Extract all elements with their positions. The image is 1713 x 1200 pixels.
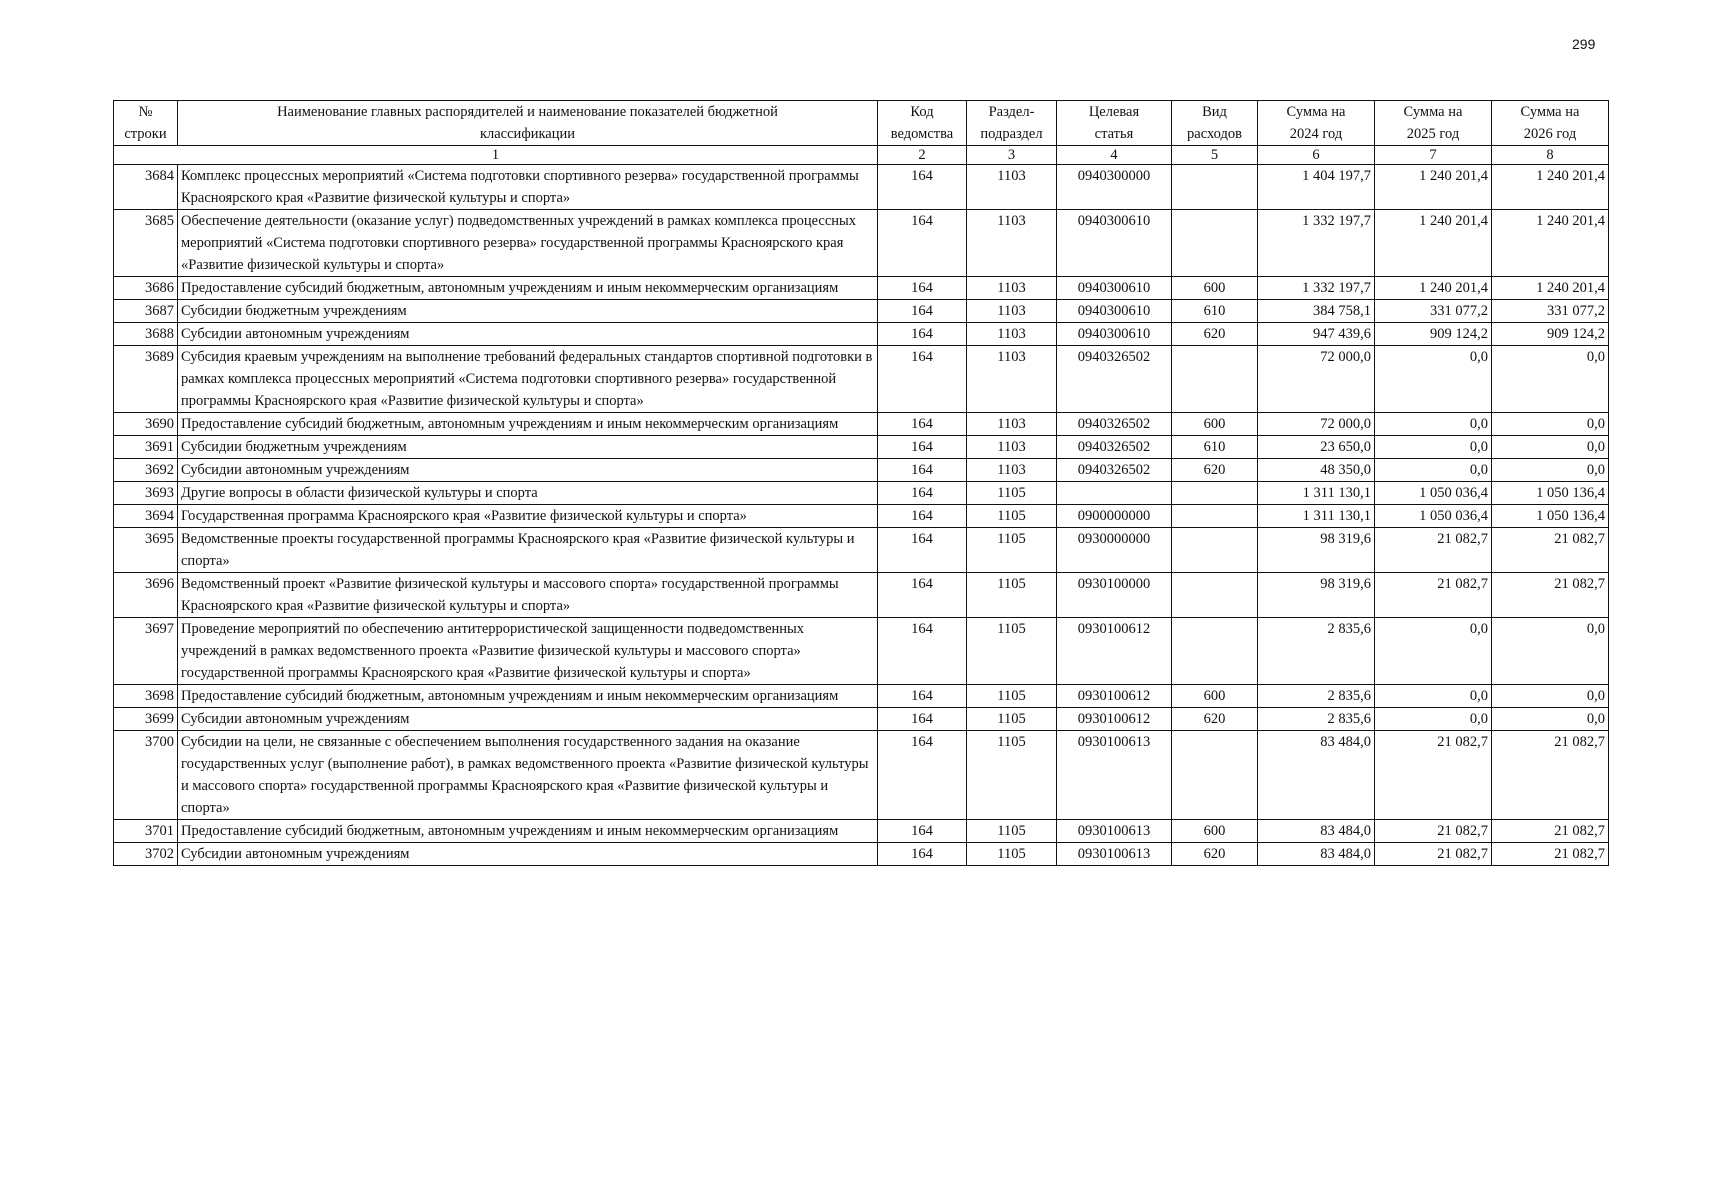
row-section: 1103 xyxy=(967,300,1057,323)
row-exp-type: 600 xyxy=(1172,277,1258,300)
row-exp-type xyxy=(1172,618,1258,685)
row-dept-code: 164 xyxy=(878,505,967,528)
row-name: Предоставление субсидий бюджетным, автономным учреждениям и иным некоммерческим организациям xyxy=(178,413,878,436)
row-section: 1105 xyxy=(967,618,1057,685)
row-name: Субсидии автономным учреждениям xyxy=(178,459,878,482)
row-sum-2024: 2 835,6 xyxy=(1258,618,1375,685)
row-section: 1105 xyxy=(967,482,1057,505)
row-number: 3691 xyxy=(114,436,178,459)
table-row xyxy=(114,436,1609,459)
column-number: 7 xyxy=(1375,146,1492,165)
table-row xyxy=(114,165,1609,210)
row-sum-2024: 83 484,0 xyxy=(1258,731,1375,820)
row-number: 3701 xyxy=(114,820,178,843)
row-target: 0940326502 xyxy=(1057,413,1172,436)
row-target: 0940300610 xyxy=(1057,300,1172,323)
row-name: Ведомственный проект «Развитие физической культуры и массового спорта» государственной программы Красноярского края «Развитие физической культуры и спорта» xyxy=(178,573,878,618)
row-number: 3702 xyxy=(114,843,178,866)
header-row xyxy=(114,101,1609,146)
row-target: 0930100612 xyxy=(1057,618,1172,685)
row-section: 1103 xyxy=(967,459,1057,482)
table-row xyxy=(114,300,1609,323)
table-row xyxy=(114,618,1609,685)
row-exp-type xyxy=(1172,165,1258,210)
column-number: 4 xyxy=(1057,146,1172,165)
table-row xyxy=(114,210,1609,277)
table-row xyxy=(114,573,1609,618)
row-number: 3685 xyxy=(114,210,178,277)
row-dept-code: 164 xyxy=(878,436,967,459)
table-row xyxy=(114,528,1609,573)
row-sum-2025: 0,0 xyxy=(1375,685,1492,708)
table-row xyxy=(114,505,1609,528)
row-sum-2024: 1 311 130,1 xyxy=(1258,505,1375,528)
row-sum-2024: 98 319,6 xyxy=(1258,573,1375,618)
row-name: Государственная программа Красноярского края «Развитие физической культуры и спорта» xyxy=(178,505,878,528)
row-sum-2026: 1 240 201,4 xyxy=(1492,210,1609,277)
row-sum-2024: 2 835,6 xyxy=(1258,685,1375,708)
row-dept-code: 164 xyxy=(878,528,967,573)
table-row xyxy=(114,820,1609,843)
row-dept-code: 164 xyxy=(878,165,967,210)
row-target: 0940326502 xyxy=(1057,436,1172,459)
budget-table xyxy=(113,100,1609,866)
table-row xyxy=(114,323,1609,346)
row-sum-2026: 21 082,7 xyxy=(1492,731,1609,820)
table-row xyxy=(114,843,1609,866)
row-number: 3689 xyxy=(114,346,178,413)
table-row xyxy=(114,731,1609,820)
row-name: Предоставление субсидий бюджетным, автономным учреждениям и иным некоммерческим организациям xyxy=(178,685,878,708)
row-name: Субсидии автономным учреждениям xyxy=(178,708,878,731)
row-section: 1105 xyxy=(967,573,1057,618)
row-sum-2025: 0,0 xyxy=(1375,346,1492,413)
row-section: 1105 xyxy=(967,685,1057,708)
row-exp-type: 610 xyxy=(1172,436,1258,459)
row-section: 1103 xyxy=(967,436,1057,459)
row-target: 0930100613 xyxy=(1057,843,1172,866)
row-name: Проведение мероприятий по обеспечению антитеррористической защищенности подведомственных учреждений в рамках ведомственного проекта «Развитие физической культуры и массового спорта» государственной программы Красноярского края «Развитие физической культуры и спорта» xyxy=(178,618,878,685)
row-exp-type: 620 xyxy=(1172,323,1258,346)
row-name: Субсидии бюджетным учреждениям xyxy=(178,436,878,459)
row-sum-2026: 21 082,7 xyxy=(1492,843,1609,866)
header-row-no: № строки xyxy=(114,101,178,146)
row-sum-2024: 72 000,0 xyxy=(1258,346,1375,413)
table-row xyxy=(114,482,1609,505)
row-sum-2024: 384 758,1 xyxy=(1258,300,1375,323)
row-sum-2026: 0,0 xyxy=(1492,436,1609,459)
row-sum-2026: 1 240 201,4 xyxy=(1492,277,1609,300)
row-section: 1105 xyxy=(967,820,1057,843)
row-dept-code: 164 xyxy=(878,482,967,505)
row-sum-2026: 0,0 xyxy=(1492,459,1609,482)
row-sum-2026: 1 050 136,4 xyxy=(1492,482,1609,505)
row-sum-2024: 23 650,0 xyxy=(1258,436,1375,459)
row-number: 3684 xyxy=(114,165,178,210)
row-target: 0940326502 xyxy=(1057,459,1172,482)
row-name: Ведомственные проекты государственной программы Красноярского края «Развитие физической культуры и спорта» xyxy=(178,528,878,573)
row-target: 0940300610 xyxy=(1057,323,1172,346)
row-section: 1105 xyxy=(967,731,1057,820)
row-exp-type: 610 xyxy=(1172,300,1258,323)
row-exp-type: 620 xyxy=(1172,708,1258,731)
row-sum-2026: 909 124,2 xyxy=(1492,323,1609,346)
header-name: Наименование главных распорядителей и наименование показателей бюджетной классификации xyxy=(178,101,878,146)
row-exp-type xyxy=(1172,505,1258,528)
row-dept-code: 164 xyxy=(878,323,967,346)
table-row xyxy=(114,685,1609,708)
row-section: 1103 xyxy=(967,413,1057,436)
row-sum-2025: 1 240 201,4 xyxy=(1375,277,1492,300)
row-sum-2025: 1 240 201,4 xyxy=(1375,210,1492,277)
row-sum-2026: 21 082,7 xyxy=(1492,573,1609,618)
header-exp-type: Вид расходов xyxy=(1172,101,1258,146)
row-sum-2025: 0,0 xyxy=(1375,413,1492,436)
row-section: 1103 xyxy=(967,323,1057,346)
row-sum-2024: 98 319,6 xyxy=(1258,528,1375,573)
row-sum-2024: 1 404 197,7 xyxy=(1258,165,1375,210)
row-dept-code: 164 xyxy=(878,731,967,820)
row-sum-2025: 21 082,7 xyxy=(1375,528,1492,573)
row-name: Комплекс процессных мероприятий «Система подготовки спортивного резерва» государственной программы Красноярского края «Развитие физической культуры и спорта» xyxy=(178,165,878,210)
row-exp-type: 600 xyxy=(1172,413,1258,436)
row-section: 1105 xyxy=(967,505,1057,528)
row-exp-type xyxy=(1172,210,1258,277)
header-sum-2025: Сумма на 2025 год xyxy=(1375,101,1492,146)
row-number: 3697 xyxy=(114,618,178,685)
row-sum-2024: 1 332 197,7 xyxy=(1258,277,1375,300)
row-exp-type xyxy=(1172,482,1258,505)
row-target: 0930100613 xyxy=(1057,820,1172,843)
row-exp-type xyxy=(1172,528,1258,573)
row-sum-2025: 21 082,7 xyxy=(1375,573,1492,618)
row-dept-code: 164 xyxy=(878,346,967,413)
row-section: 1105 xyxy=(967,843,1057,866)
header-sum-2026: Сумма на 2026 год xyxy=(1492,101,1609,146)
row-sum-2024: 83 484,0 xyxy=(1258,820,1375,843)
row-sum-2024: 48 350,0 xyxy=(1258,459,1375,482)
row-target: 0900000000 xyxy=(1057,505,1172,528)
row-section: 1103 xyxy=(967,165,1057,210)
header-sum-2024: Сумма на 2024 год xyxy=(1258,101,1375,146)
row-dept-code: 164 xyxy=(878,618,967,685)
header-section: Раздел- подраздел xyxy=(967,101,1057,146)
row-number: 3687 xyxy=(114,300,178,323)
column-number: 8 xyxy=(1492,146,1609,165)
table-row xyxy=(114,413,1609,436)
header-target: Целевая статья xyxy=(1057,101,1172,146)
table-row xyxy=(114,277,1609,300)
row-sum-2025: 0,0 xyxy=(1375,708,1492,731)
row-sum-2024: 947 439,6 xyxy=(1258,323,1375,346)
row-sum-2025: 0,0 xyxy=(1375,618,1492,685)
row-sum-2026: 1 050 136,4 xyxy=(1492,505,1609,528)
row-number: 3694 xyxy=(114,505,178,528)
row-sum-2026: 331 077,2 xyxy=(1492,300,1609,323)
row-name: Предоставление субсидий бюджетным, автономным учреждениям и иным некоммерческим организациям xyxy=(178,277,878,300)
column-number: 3 xyxy=(967,146,1057,165)
column-number: 5 xyxy=(1172,146,1258,165)
row-section: 1105 xyxy=(967,708,1057,731)
row-dept-code: 164 xyxy=(878,708,967,731)
row-dept-code: 164 xyxy=(878,573,967,618)
row-exp-type xyxy=(1172,731,1258,820)
row-sum-2026: 0,0 xyxy=(1492,413,1609,436)
row-target: 0930100612 xyxy=(1057,708,1172,731)
row-number: 3690 xyxy=(114,413,178,436)
row-sum-2025: 21 082,7 xyxy=(1375,820,1492,843)
row-number: 3686 xyxy=(114,277,178,300)
row-sum-2025: 0,0 xyxy=(1375,459,1492,482)
row-name: Субсидии бюджетным учреждениям xyxy=(178,300,878,323)
row-sum-2024: 2 835,6 xyxy=(1258,708,1375,731)
row-name: Субсидии автономным учреждениям xyxy=(178,843,878,866)
row-sum-2025: 909 124,2 xyxy=(1375,323,1492,346)
row-target: 0930100612 xyxy=(1057,685,1172,708)
row-exp-type: 620 xyxy=(1172,459,1258,482)
row-exp-type: 600 xyxy=(1172,685,1258,708)
row-sum-2024: 72 000,0 xyxy=(1258,413,1375,436)
row-section: 1103 xyxy=(967,346,1057,413)
row-number: 3700 xyxy=(114,731,178,820)
row-section: 1105 xyxy=(967,528,1057,573)
row-dept-code: 164 xyxy=(878,820,967,843)
row-number: 3688 xyxy=(114,323,178,346)
row-dept-code: 164 xyxy=(878,685,967,708)
row-dept-code: 164 xyxy=(878,413,967,436)
row-exp-type: 600 xyxy=(1172,820,1258,843)
row-exp-type xyxy=(1172,346,1258,413)
row-dept-code: 164 xyxy=(878,843,967,866)
row-sum-2024: 1 332 197,7 xyxy=(1258,210,1375,277)
row-exp-type: 620 xyxy=(1172,843,1258,866)
table-row xyxy=(114,708,1609,731)
row-target xyxy=(1057,482,1172,505)
row-name: Другие вопросы в области физической культуры и спорта xyxy=(178,482,878,505)
row-sum-2025: 1 240 201,4 xyxy=(1375,165,1492,210)
table-body xyxy=(114,165,1609,866)
row-target: 0930100613 xyxy=(1057,731,1172,820)
row-target: 0930000000 xyxy=(1057,528,1172,573)
page-number: 299 xyxy=(1572,36,1596,52)
row-number: 3692 xyxy=(114,459,178,482)
row-target: 0940326502 xyxy=(1057,346,1172,413)
row-sum-2026: 21 082,7 xyxy=(1492,820,1609,843)
row-target: 0940300000 xyxy=(1057,165,1172,210)
row-sum-2026: 1 240 201,4 xyxy=(1492,165,1609,210)
row-dept-code: 164 xyxy=(878,210,967,277)
row-sum-2026: 21 082,7 xyxy=(1492,528,1609,573)
row-number: 3693 xyxy=(114,482,178,505)
row-sum-2025: 1 050 036,4 xyxy=(1375,482,1492,505)
row-sum-2026: 0,0 xyxy=(1492,618,1609,685)
row-name: Субсидии на цели, не связанные с обеспечением выполнения государственного задания на оказание государственных услуг (выполнение работ), в рамках ведомственного проекта «Развитие физической культуры и массового спорта» государственной программы Красноярского края «Развитие физической культуры и спорта» xyxy=(178,731,878,820)
row-sum-2024: 1 311 130,1 xyxy=(1258,482,1375,505)
row-section: 1103 xyxy=(967,210,1057,277)
row-name: Обеспечение деятельности (оказание услуг) подведомственных учреждений в рамках комплекса процессных мероприятий «Система подготовки спортивного резерва» государственной программы Красноярского края «Развитие физической культуры и спорта» xyxy=(178,210,878,277)
row-dept-code: 164 xyxy=(878,300,967,323)
row-sum-2026: 0,0 xyxy=(1492,346,1609,413)
column-number: 6 xyxy=(1258,146,1375,165)
row-sum-2025: 21 082,7 xyxy=(1375,843,1492,866)
row-section: 1103 xyxy=(967,277,1057,300)
table-row xyxy=(114,346,1609,413)
row-name: Предоставление субсидий бюджетным, автономным учреждениям и иным некоммерческим организациям xyxy=(178,820,878,843)
column-number: 2 xyxy=(878,146,967,165)
row-number: 3698 xyxy=(114,685,178,708)
row-target: 0930100000 xyxy=(1057,573,1172,618)
row-number: 3699 xyxy=(114,708,178,731)
row-dept-code: 164 xyxy=(878,459,967,482)
row-sum-2025: 21 082,7 xyxy=(1375,731,1492,820)
row-sum-2024: 83 484,0 xyxy=(1258,843,1375,866)
row-number: 3696 xyxy=(114,573,178,618)
row-name: Субсидии автономным учреждениям xyxy=(178,323,878,346)
row-target: 0940300610 xyxy=(1057,210,1172,277)
row-sum-2026: 0,0 xyxy=(1492,685,1609,708)
column-number: 1 xyxy=(114,146,878,165)
row-name: Субсидия краевым учреждениям на выполнение требований федеральных стандартов спортивной подготовки в рамках комплекса процессных мероприятий «Система подготовки спортивного резерва» государственной программы Красноярского края «Развитие физической культуры и спорта» xyxy=(178,346,878,413)
column-number-row xyxy=(114,146,1609,165)
row-dept-code: 164 xyxy=(878,277,967,300)
row-sum-2025: 331 077,2 xyxy=(1375,300,1492,323)
table-row xyxy=(114,459,1609,482)
row-sum-2025: 0,0 xyxy=(1375,436,1492,459)
header-dept-code: Код ведомства xyxy=(878,101,967,146)
row-target: 0940300610 xyxy=(1057,277,1172,300)
row-sum-2026: 0,0 xyxy=(1492,708,1609,731)
row-exp-type xyxy=(1172,573,1258,618)
row-sum-2025: 1 050 036,4 xyxy=(1375,505,1492,528)
row-number: 3695 xyxy=(114,528,178,573)
